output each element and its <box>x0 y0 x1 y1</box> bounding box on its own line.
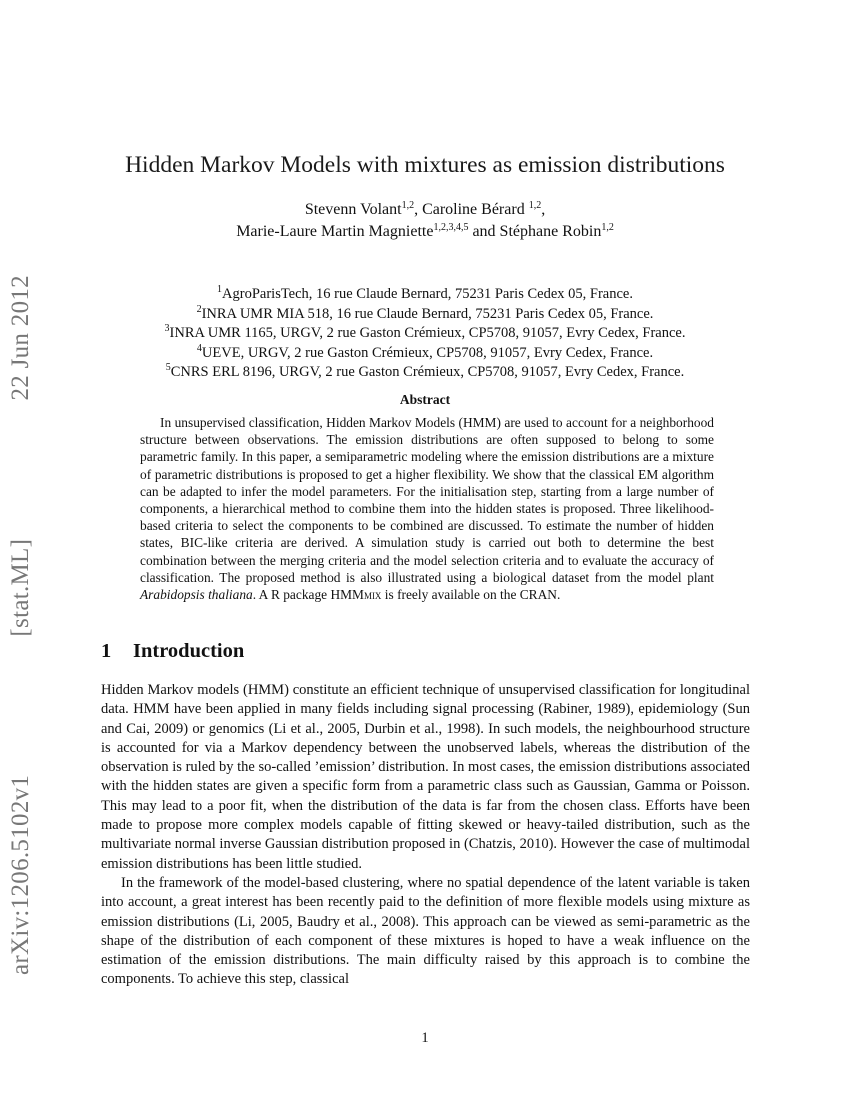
intro-paragraph: Hidden Markov models (HMM) constitute an efficient technique of unsupervised classification for longitudinal data. HMM have been applied in many fields including signal processing (Rabiner, 1989), epidemiology (Sun and Cai, 2009) or genomics (Li et al., 2005, Durbin et al., 1998). In such models, the neighbourhood structure is accounted for via a Markov dependency between the unobserved labels, whereas the distribution of the observation is ruled by the so-called ’emission’ distribution. In most cases, the emission distributions associated with the hidden states are given a specific form from a parametric class such as Gaussian, Gamma or Poisson. This may lead to a poor fit, when the distribution of the data is far from the chosen class. Efforts have been made to propose more complex models capable of fitting skewed or heavy-tailed distribution, such as the multivariate normal inverse Gaussian distribution proposed in (Chatzis, 2010). However the case of multimodal emission distributions has been little studied. <box>101 682 750 872</box>
author-separator: , <box>541 201 546 218</box>
author-name: Stéphane Robin <box>499 223 602 240</box>
author-sup: 1,2 <box>401 200 415 211</box>
affiliations <box>0 280 850 381</box>
affiliation-text: UEVE, URGV, 2 rue Gaston Crémieux, CP5708, 91057, Evry Cedex, France. <box>201 344 654 361</box>
abstract-paragraph <box>140 414 714 603</box>
author-sup: 1,2,3,4,5 <box>433 222 469 233</box>
author-name: Caroline Bérard <box>422 201 529 218</box>
package-name-prefix: HMM <box>330 587 364 603</box>
section-title: Introduction <box>133 640 245 662</box>
section-number: 1 <box>101 640 112 662</box>
affiliation <box>0 358 850 381</box>
author-sup: 1,2 <box>528 200 542 211</box>
affiliation <box>0 280 850 300</box>
affiliation-sup: 3 <box>164 323 170 335</box>
paper-title: Hidden Markov Models with mixtures as emission distributions <box>125 152 725 178</box>
author-separator: , <box>414 201 423 218</box>
abstract-heading: Abstract <box>399 392 451 407</box>
page-number: 1 <box>421 1030 429 1046</box>
introduction-body <box>101 681 750 990</box>
affiliation <box>0 300 850 320</box>
affiliation-text: INRA UMR 1165, URGV, 2 rue Gaston Crémieux, CP5708, 91057, Evry Cedex, France. <box>169 325 686 342</box>
abstract-text-end: is freely available on the CRAN. <box>381 587 561 603</box>
affiliation <box>0 319 850 342</box>
author-name: Stevenn Volant <box>304 201 402 218</box>
authors-line-1 <box>0 200 850 219</box>
affiliation <box>0 339 850 359</box>
arxiv-category: [stat.ML] <box>7 538 34 637</box>
affiliation-text: CNRS ERL 8196, URGV, 2 rue Gaston Crémieux, CP5708, 91057, Evry Cedex, France. <box>170 364 685 381</box>
affiliation-text: AgroParisTech, 16 rue Claude Bernard, 75231 Paris Cedex 05, France. <box>222 286 633 302</box>
author-name: Marie-Laure Martin Magniette <box>236 223 434 240</box>
arxiv-stamp <box>7 275 35 975</box>
affiliation-sup: 2 <box>196 303 202 315</box>
arxiv-date: 22 Jun 2012 <box>7 275 34 401</box>
affiliation-text: INRA UMR MIA 518, 16 rue Claude Bernard, 75231 Paris Cedex 05, France. <box>201 305 654 322</box>
affiliation-sup: 4 <box>196 342 202 354</box>
abstract-text-mid: . A R package <box>252 587 331 603</box>
author-separator: and <box>468 223 500 240</box>
intro-paragraph: In the framework of the model-based clustering, where no spatial dependence of the latent variable is taken into account, a great interest has been recently paid to the definition of more flexible models using mixture as emission distributions (Li, 2005, Baudry et al., 2008). This approach can be viewed as semi-parametric as the shape of the distribution of each component of these mixtures is hoped to have a weak influence on the estimation of the emission distributions. The main difficulty raised by this approach is to combine the components. To achieve this step, classical <box>101 874 750 988</box>
affiliation-sup: 1 <box>217 284 223 295</box>
abstract-body <box>140 414 714 603</box>
section-heading <box>101 640 244 663</box>
package-name-suffix: mix <box>363 587 382 603</box>
authors-line-2 <box>0 222 850 241</box>
abstract-text: In unsupervised classification, Hidden Markov Models (HMM) are used to account for a neighborhood structure between observations. The emission distributions are often supposed to belong to some parametric family. In this paper, a semiparametric modeling where the emission distributions are a mixture of parametric distributions is proposed to get a higher flexibility. We show that the classical EM algorithm can be adapted to infer the model parameters. For the initialisation step, starting from a large number of components, a hierarchical method to combine them into the hidden states is proposed. Three likelihood-based criteria to select the components to be combined are discussed. To estimate the number of hidden states, BIC-like criteria are derived. A simulation study is carried out both to determine the best combination between the merging criteria and the model selection criteria and to evaluate the accuracy of classification. The proposed method is also illustrated using a biological dataset from the model plant <box>140 415 714 585</box>
affiliation-sup: 5 <box>165 362 171 374</box>
author-sup: 1,2 <box>601 222 614 233</box>
species-name: Arabidopsis thaliana <box>140 587 253 603</box>
arxiv-id: arXiv:1206.5102v1 <box>7 774 34 975</box>
